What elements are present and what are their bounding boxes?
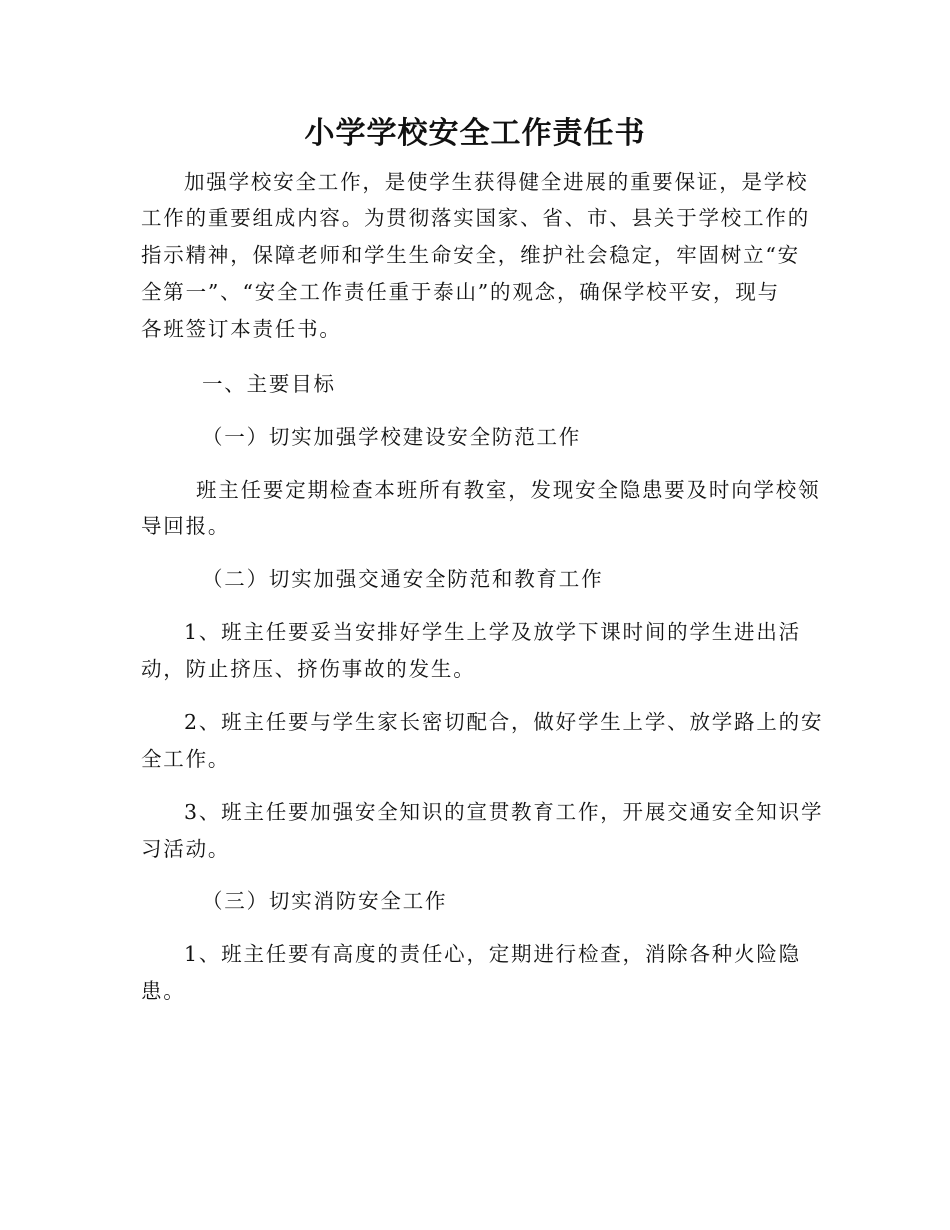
intro-line-1: 加强学校安全工作，是使学生获得健全进展的重要保证，是学校 bbox=[184, 170, 809, 194]
subsection-2-item-1-line-1: 1、班主任要妥当安排好学生上学及放学下课时间的学生进出活 bbox=[184, 620, 801, 644]
subsection-2-item-3-line-2: 习活动。 bbox=[141, 837, 231, 861]
subsection-3-item-1-line-1: 1、班主任要有高度的责任心，定期进行检查，消除各种火险隐 bbox=[184, 942, 801, 966]
subsection-2-item-2-line-1: 2、班主任要与学生家长密切配合，做好学生上学、放学路上的安 bbox=[184, 710, 824, 734]
intro-line-5: 各班签订本责任书。 bbox=[141, 317, 342, 341]
intro-line-2: 工作的重要组成内容。为贯彻落实国家、省、市、县关于学校工作的 bbox=[141, 206, 810, 230]
subsection-2-item-1-line-2: 动，防止挤压、挤伤事故的发生。 bbox=[141, 657, 476, 681]
subsection-2-item-2-line-2: 全工作。 bbox=[141, 747, 231, 771]
subsection-heading-1: （一）切实加强学校建设安全防范工作 bbox=[202, 425, 582, 449]
subsection-heading-2: （二）切实加强交通安全防范和教育工作 bbox=[202, 567, 604, 591]
document-title: 小学学校安全工作责任书 bbox=[304, 116, 646, 151]
subsection-1-line-2: 导回报。 bbox=[141, 514, 231, 538]
subsection-1-line-1: 班主任要定期检查本班所有教室，发现安全隐患要及时向学校领 bbox=[196, 478, 821, 502]
intro-line-3: 指示精神，保障老师和学生生命安全，维护社会稳定，牢固树立“安 bbox=[141, 243, 800, 267]
subsection-2-item-3-line-1: 3、班主任要加强安全知识的宣贯教育工作，开展交通安全知识学 bbox=[184, 800, 824, 824]
intro-line-4: 全第一”、“安全工作责任重于泰山”的观念，确保学校平安，现与 bbox=[141, 280, 780, 304]
subsection-3-item-1-line-2: 患。 bbox=[141, 979, 186, 1003]
section-heading-main-goals: 一、主要目标 bbox=[202, 372, 336, 396]
subsection-heading-3: （三）切实消防安全工作 bbox=[202, 889, 448, 913]
